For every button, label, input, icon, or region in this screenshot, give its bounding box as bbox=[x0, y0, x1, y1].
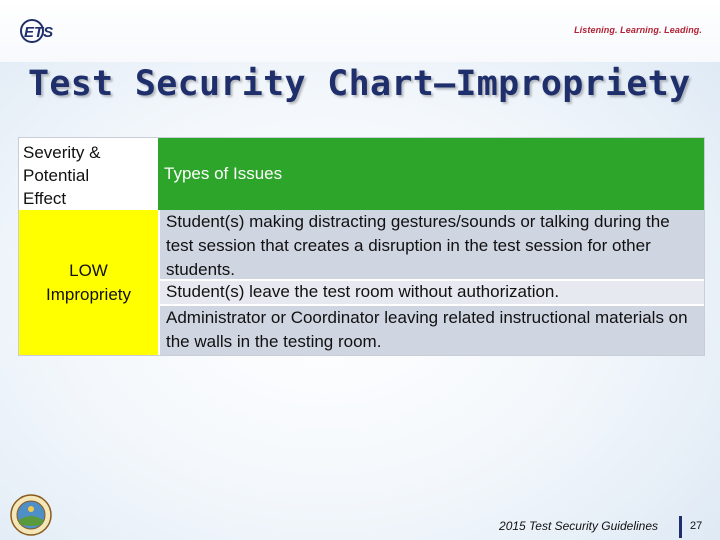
header-issues-cell bbox=[158, 138, 704, 210]
top-bar bbox=[0, 0, 720, 62]
issue-text: Administrator or Coordinator leaving related instructional materials on the walls in the testing room. bbox=[166, 308, 688, 351]
header-issues-label: Types of Issues bbox=[164, 164, 283, 183]
ets-logo-text: ETS bbox=[24, 24, 54, 41]
issue-row bbox=[158, 281, 704, 306]
issue-row bbox=[158, 210, 704, 281]
page-number: 27 bbox=[690, 520, 703, 532]
page-title: Test Security Chart—Impropriety bbox=[28, 64, 691, 104]
issue-text: Student(s) making distracting gestures/sounds or talking during the test session that creates a disruption in the test session for other students. bbox=[166, 212, 670, 279]
security-chart-table bbox=[18, 137, 705, 356]
severity-cell bbox=[19, 210, 158, 355]
footer-divider bbox=[679, 516, 682, 538]
header-severity-cell bbox=[19, 138, 158, 210]
issue-row bbox=[158, 306, 704, 355]
severity-type: Impropriety bbox=[45, 284, 132, 304]
header-severity-line: Severity & bbox=[23, 143, 101, 162]
issue-text: Student(s) leave the test room without authorization. bbox=[166, 282, 560, 301]
header-severity-line: Potential bbox=[23, 166, 90, 185]
severity-level: LOW bbox=[69, 260, 108, 280]
state-seal-icon bbox=[10, 494, 52, 536]
tagline: Listening. Learning. Leading. bbox=[574, 25, 702, 35]
footer-guidelines: 2015 Test Security Guidelines bbox=[499, 519, 658, 533]
ets-logo-icon bbox=[20, 18, 64, 44]
header-severity-line: Effect bbox=[23, 189, 67, 208]
